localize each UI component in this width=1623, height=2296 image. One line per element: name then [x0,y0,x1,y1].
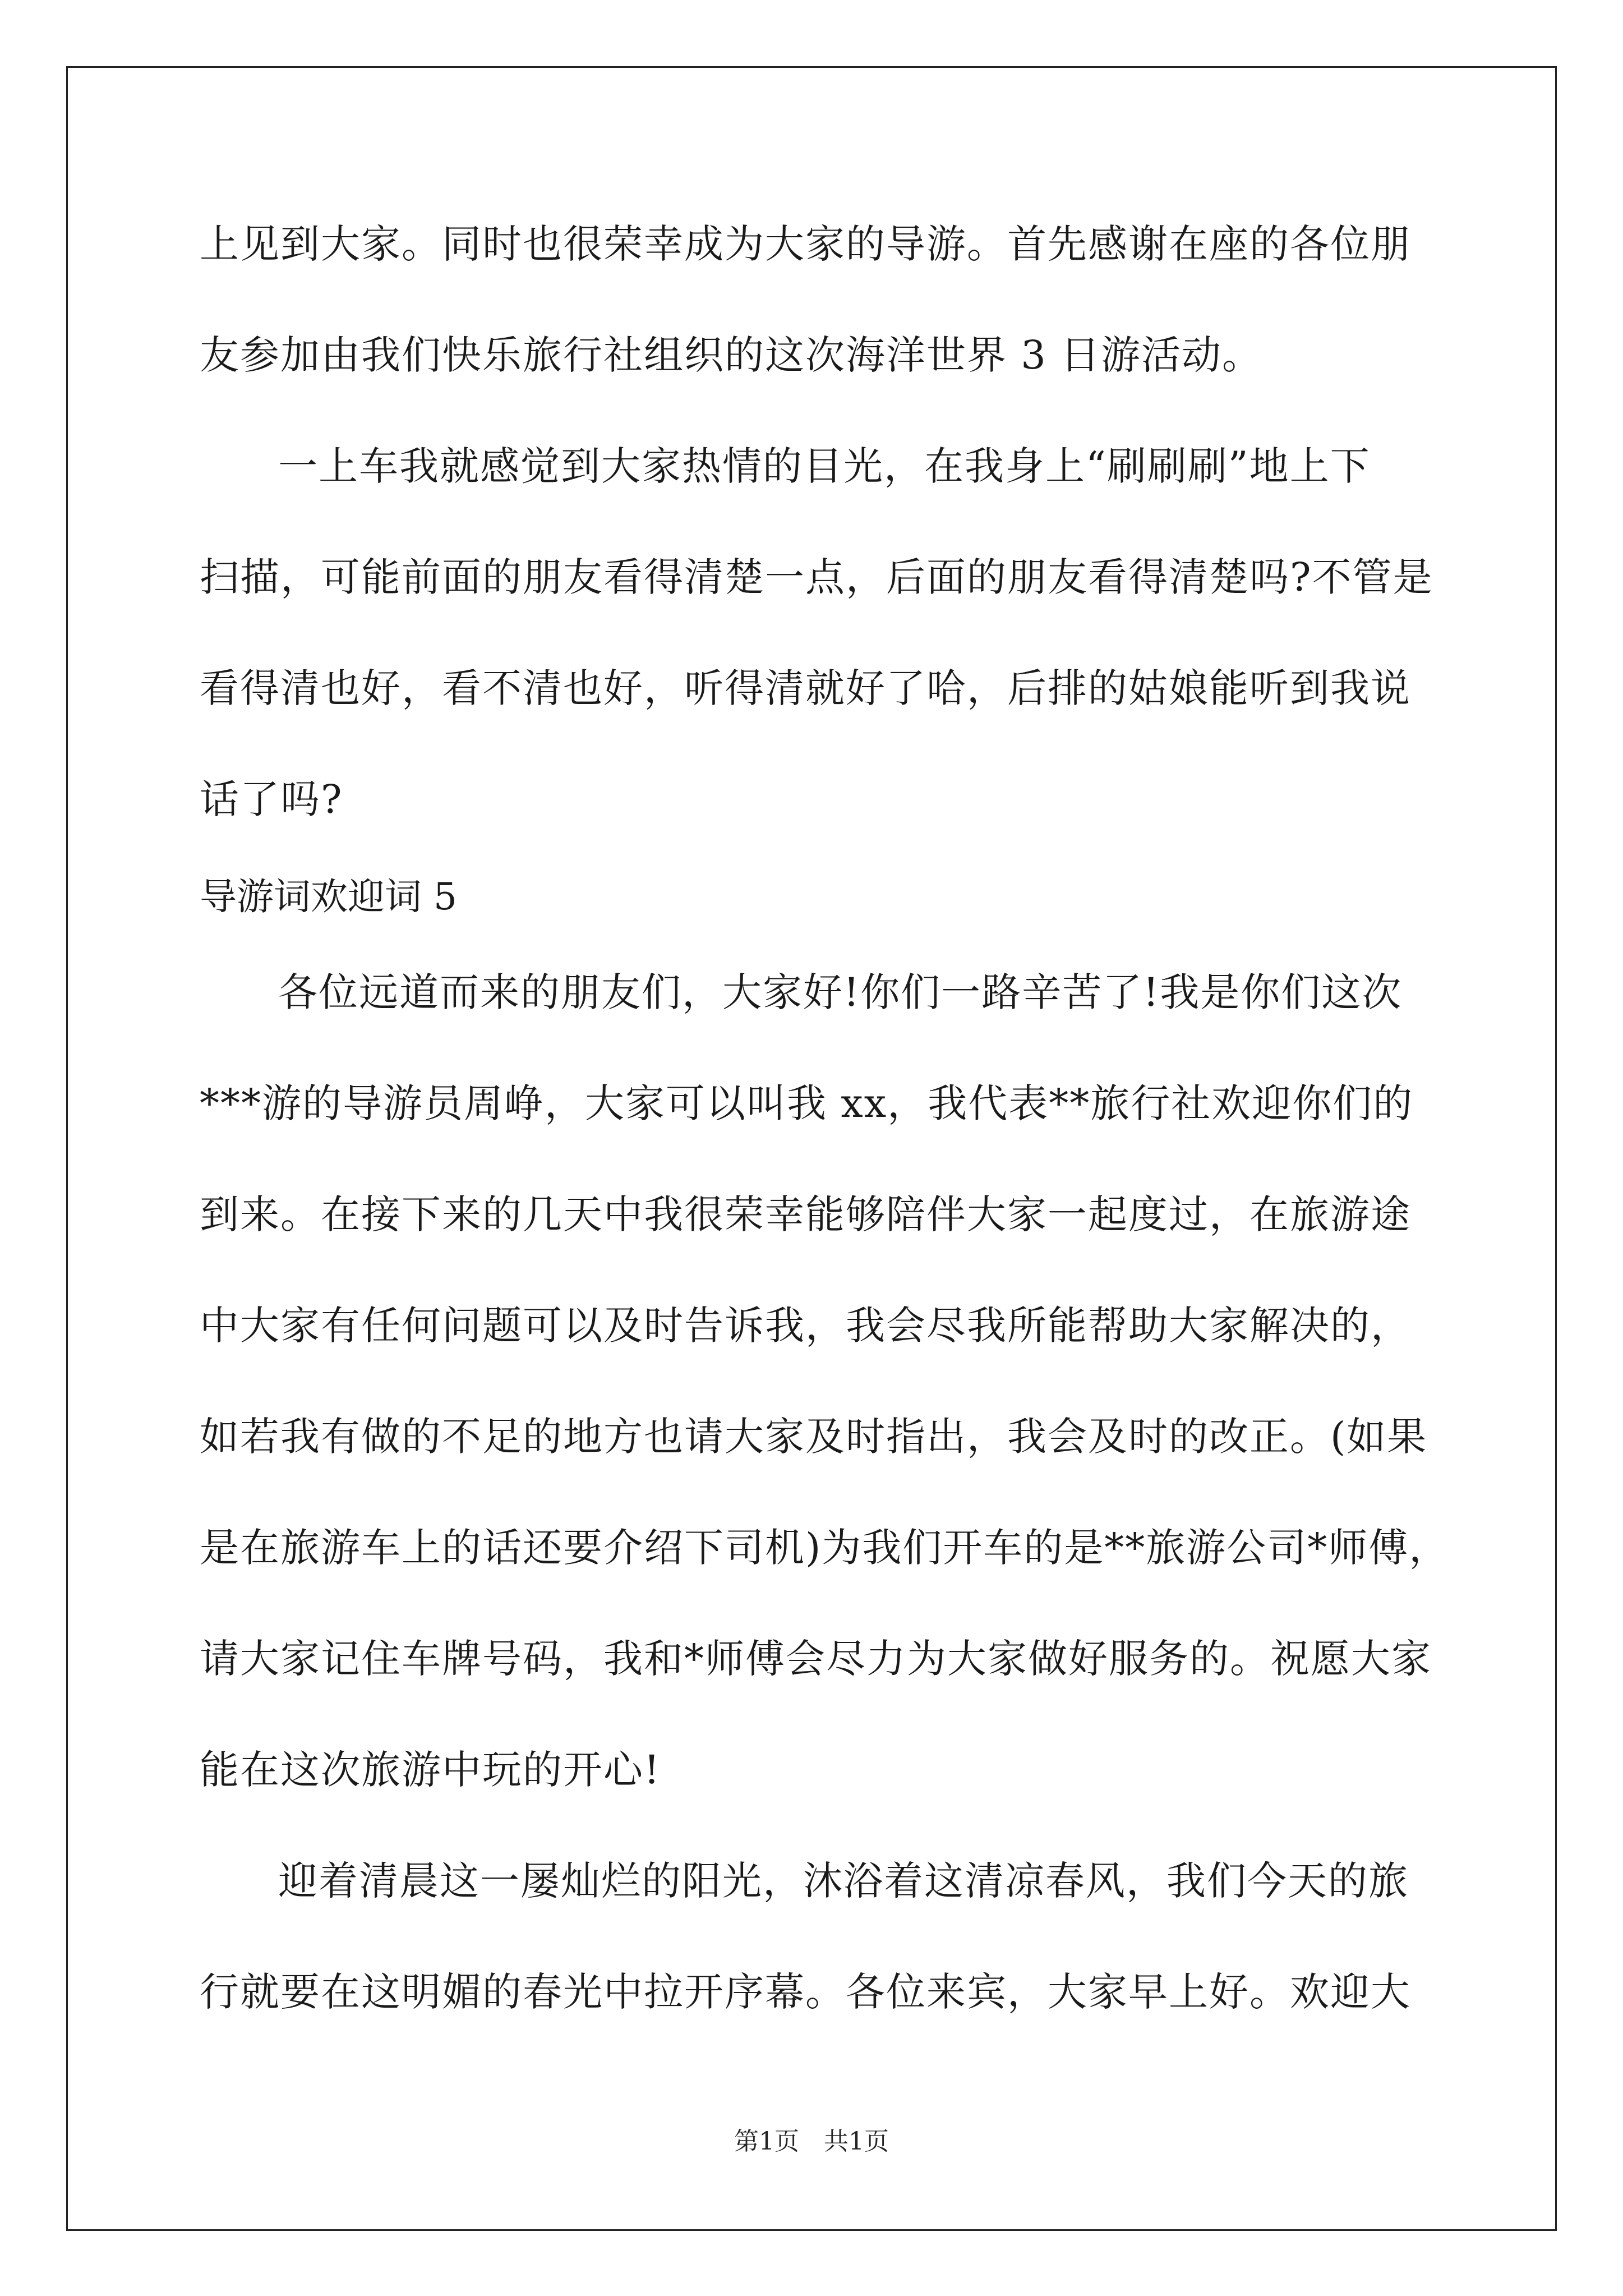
page-number-footer: 第1页 共1页 [734,2127,889,2156]
text-line: 各位远道而来的朋友们，大家好!你们一路辛苦了!我是你们这次 [278,969,1403,1015]
text-line: 到来。在接下来的几天中我很荣幸能够陪伴大家一起度过，在旅游途 [200,1191,1411,1237]
text-line: 中大家有任何问题可以及时告诉我，我会尽我所能帮助大家解决的， [200,1303,1411,1349]
text-line: 能在这次旅游中玩的开心! [200,1747,661,1793]
text-line: 友参加由我们快乐旅行社组织的这次海洋世界 3 日游活动。 [200,332,1263,378]
text-line: 话了吗? [200,776,343,822]
text-line: 扫描，可能前面的朋友看得清楚一点，后面的朋友看得清楚吗?不管是 [200,554,1433,600]
text-line: 是在旅游车上的话还要介绍下司机)为我们开车的是**旅游公司*师傅， [200,1525,1450,1571]
text-line: 请大家记住车牌号码，我和*师傅会尽力为大家做好服务的。祝愿大家 [200,1636,1432,1682]
text-line: ***游的导游员周峥，大家可以叫我 xx，我代表**旅行社欢迎你们的 [200,1080,1414,1126]
text-line: 看得清也好，看不清也好，听得清就好了哈，后排的姑娘能听到我说 [200,665,1411,711]
text-line: 上见到大家。同时也很荣幸成为大家的导游。首先感谢在座的各位朋 [200,221,1411,267]
text-line: 行就要在这明媚的春光中拉开序幕。各位来宾，大家早上好。欢迎大 [200,1969,1411,2015]
text-line: 迎着清晨这一屡灿烂的阳光，沐浴着这清凉春风，我们今天的旅 [278,1858,1409,1904]
text-line: 一上车我就感觉到大家热情的目光，在我身上“刷刷刷”地上下 [278,443,1371,489]
section-heading: 导游词欢迎词 5 [200,875,457,918]
text-line: 如若我有做的不足的地方也请大家及时指出，我会及时的改正。(如果 [200,1414,1428,1460]
